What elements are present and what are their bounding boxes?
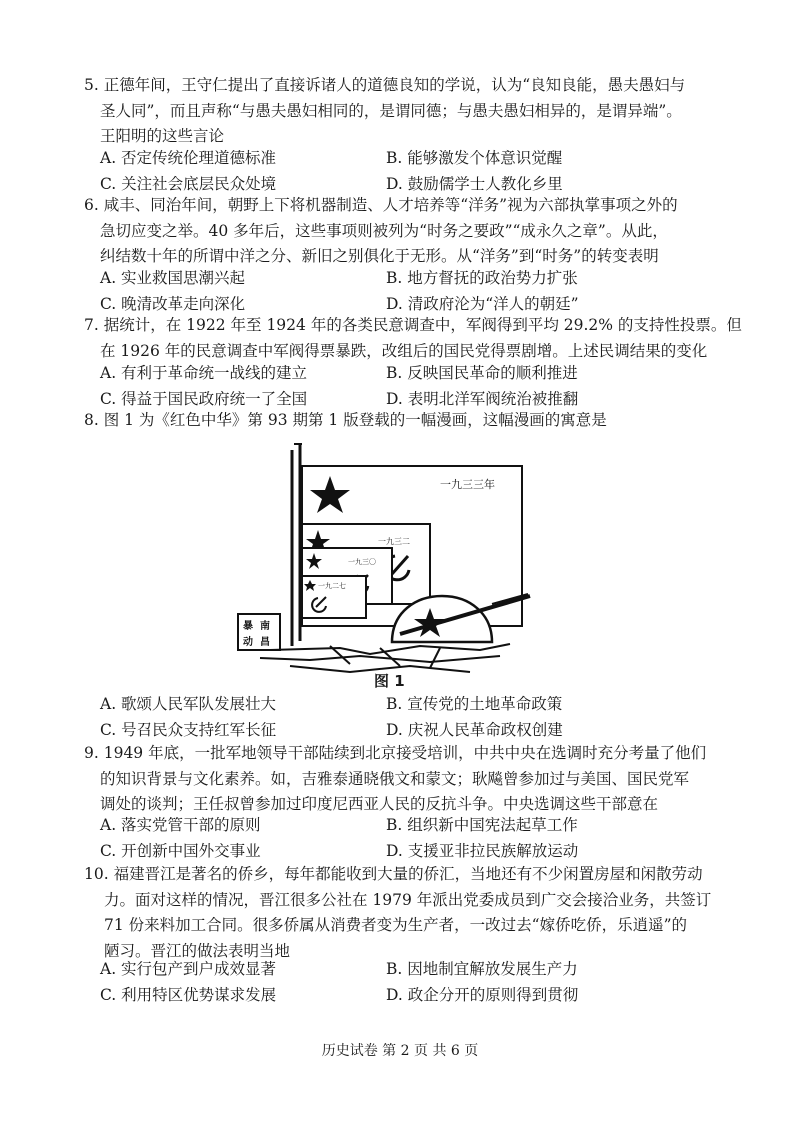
option-b: B. 能够激发个体意识觉醒: [386, 149, 563, 167]
question-line: 的知识背景与文化素养。如，吉雅泰通晓俄文和蒙文；耿飚曾参加过与美国、国民党军: [100, 769, 690, 788]
option-b: B. 宣传党的土地革命政策: [386, 695, 563, 713]
option-c: C. 关注社会底层民众处境: [100, 174, 277, 193]
question-8: [84, 408, 720, 434]
question-10: [84, 862, 720, 964]
question-10-options: [100, 957, 720, 1008]
question-line: 调处的谈判；王任叔曾参加过印度尼西亚人民的反抗斗争。中央选调这些干部意在: [100, 795, 659, 813]
option-a: A. 实行包产到户成效显著: [100, 960, 277, 978]
option-a: A. 歌颂人民军队发展壮大: [100, 695, 277, 713]
question-line: 在 1926 年的民意调查中军阀得票暴跌，改组后的国民党得票剧增。上述民调结果的变化: [100, 341, 708, 360]
question-line: 8. 图 1 为《红色中华》第 93 期第 1 版登载的一幅漫画，这幅漫画的寓意是: [84, 411, 607, 429]
question-line: 10. 福建晋江是著名的侨乡，每年都能收到大量的侨汇，当地还有不少闲置房屋和闲散劳动: [84, 865, 703, 883]
question-6-options: [100, 266, 720, 317]
option-b: B. 地方督抚的政治势力扩张: [386, 269, 578, 287]
option-a: A. 实业救国思潮兴起: [100, 269, 246, 287]
option-c: C. 利用特区优势谋求发展: [100, 985, 277, 1004]
question-line: 71 份来料加工合同。很多侨属从消费者变为生产者，一改过去“嫁侨吃侨，乐逍遥”的: [104, 916, 688, 934]
ground-rubble: [260, 644, 510, 672]
question-8-options: [100, 692, 720, 743]
question-line: 力。面对这样的情况，晋江很多公社在 1979 年派出党委成员到广交会接洽业务，共签订: [104, 890, 712, 909]
question-line: 7. 据统计，在 1922 年至 1924 年的各类民意调查中，军阀得到平均 29.2% 的支持性投票。但: [84, 316, 742, 334]
option-d: D. 鼓励儒学士人教化乡里: [386, 174, 563, 193]
figure-caption: 图 1: [374, 672, 405, 690]
option-d: D. 表明北洋军阀统治被推翻: [386, 389, 579, 408]
question-5-options: [100, 146, 720, 197]
question-6: [84, 193, 720, 270]
sign-char: 昌: [260, 637, 270, 648]
flag-year-label: 一九三三年: [440, 478, 495, 491]
option-b: B. 反映国民革命的顺利推进: [386, 364, 578, 382]
flag-year-label: 一九三〇: [348, 558, 376, 566]
question-line: 圣人同”，而且声称“与愚夫愚妇相同的，是谓同德；与愚夫愚妇相异的，是谓异端”。: [100, 101, 682, 120]
option-d: D. 清政府沦为“洋人的朝廷”: [386, 294, 579, 313]
option-b: B. 组织新中国宪法起草工作: [386, 816, 578, 834]
question-5: [84, 73, 720, 150]
question-line: 6. 咸丰、同治年间，朝野上下将机器制造、人才培养等“洋务”视为六部执掌事项之外的: [84, 196, 678, 214]
question-line: 急切应变之举。40 多年后，这些事项则被列为“时务之要政”“成永久之章”。从此，: [100, 221, 668, 240]
option-d: D. 庆祝人民革命政权创建: [386, 720, 563, 739]
question-line: 纠结数十年的所谓中洋之分、新旧之别俱化于无形。从“洋务”到“时务”的转变表明: [100, 247, 659, 265]
question-line: 王阳明的这些言论: [100, 127, 225, 145]
option-c: C. 晚清改革走向深化: [100, 294, 246, 313]
option-d: D. 政企分开的原则得到贯彻: [386, 985, 579, 1004]
question-9: [84, 741, 720, 818]
question-line: 陋习。晋江的做法表明当地: [104, 941, 291, 960]
question-7: [84, 313, 742, 364]
question-line: 9. 1949 年底，一批军地领导干部陆续到北京接受培训，中共中央在选调时充分考量了他们: [84, 744, 707, 762]
question-7-options: [100, 361, 720, 412]
question-line: 5. 正德年间，王守仁提出了直接诉诸人的道德良知的学说，认为“良知良能，愚夫愚妇与: [84, 76, 686, 94]
option-b: B. 因地制宜解放发展生产力: [386, 960, 578, 978]
figure-1-cartoon: [230, 436, 540, 681]
page-footer: 历史试卷 第 2 页 共 6 页: [321, 1043, 479, 1059]
sign-char: 暴: [243, 621, 253, 632]
sign-char: 南: [260, 621, 270, 632]
sign-char: 动: [243, 637, 253, 648]
option-a: A. 有利于革命统一战线的建立: [100, 364, 308, 382]
question-9-options: [100, 813, 720, 864]
flag-year-label: 一九三二: [378, 537, 410, 546]
option-a: A. 否定传统伦理道德标准: [100, 149, 277, 167]
option-d: D. 支援亚非拉民族解放运动: [386, 841, 579, 860]
option-c: C. 号召民众支持红军长征: [100, 720, 277, 739]
option-a: A. 落实党管干部的原则: [100, 816, 261, 834]
option-c: C. 得益于国民政府统一了全国: [100, 389, 308, 408]
option-c: C. 开创新中国外交事业: [100, 841, 261, 860]
flag-year-label: 一九二七: [318, 582, 346, 590]
